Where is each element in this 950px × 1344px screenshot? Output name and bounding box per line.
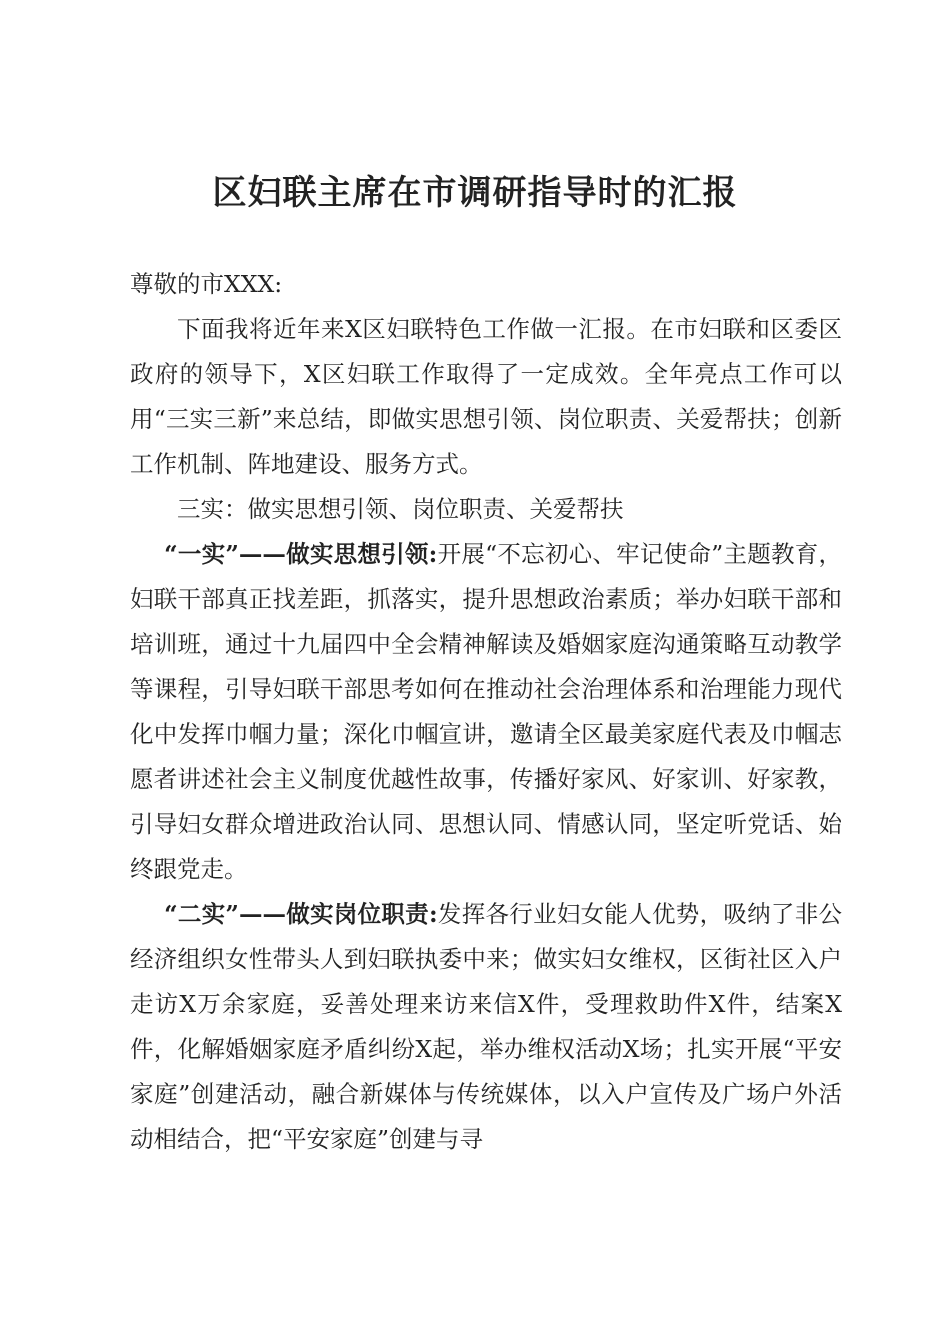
item-lead-1: “一实”——做实思想引领: [164, 540, 438, 568]
salutation: 尊敬的市XXX: [130, 270, 283, 298]
section-heading: 三实：做实思想引领、岗位职责、关爱帮扶 [177, 495, 624, 523]
item-paragraph-2 [130, 892, 842, 1162]
item-lead-2: “二实”——做实岗位职责: [164, 900, 438, 928]
document-title: 区妇联主席在市调研指导时的汇报 [212, 173, 738, 213]
item-paragraph-1 [130, 532, 842, 892]
document-body [130, 262, 842, 1162]
intro-paragraph: 下面我将近年来X区妇联特色工作做一汇报。在市妇联和区委区政府的领导下，X区妇联工作取得了一定成效。全年亮点工作可以用“三实三新”来总结，即做实思想引领、岗位职责、关爱帮扶；创新工作机制、阵地建设、服务方式。 [130, 315, 842, 478]
item-text-1: 开展“不忘初心、牢记使命”主题教育，妇联干部真正找差距，抓落实，提升思想政治素质；举办妇联干部和培训班，通过十九届四中全会精神解读及婚姻家庭沟通策略互动教学等课程，引导妇联干部思考如何在推动社会治理体系和治理能力现代化中发挥巾帼力量；深化巾帼宣讲，邀请全区最美家庭代表及巾帼志愿者讲述社会主义制度优越性故事，传播好家风、好家训、好家教，引导妇女群众增进政治认同、思想认同、情感认同，坚定听党话、始终跟党走。 [130, 540, 842, 883]
item-text-2: 发挥各行业妇女能人优势，吸纳了非公经济组织女性带头人到妇联执委中来；做实妇女维权，区街社区入户走访X万余家庭，妥善处理来访来信X件，受理救助件X件，结案X件，化解婚姻家庭矛盾纠纷X起，举办维权活动X场；扎实开展“平安家庭”创建活动，融合新媒体与传统媒体，以入户宣传及广场户外活动相结合，把“平安家庭”创建与寻 [130, 900, 843, 1153]
